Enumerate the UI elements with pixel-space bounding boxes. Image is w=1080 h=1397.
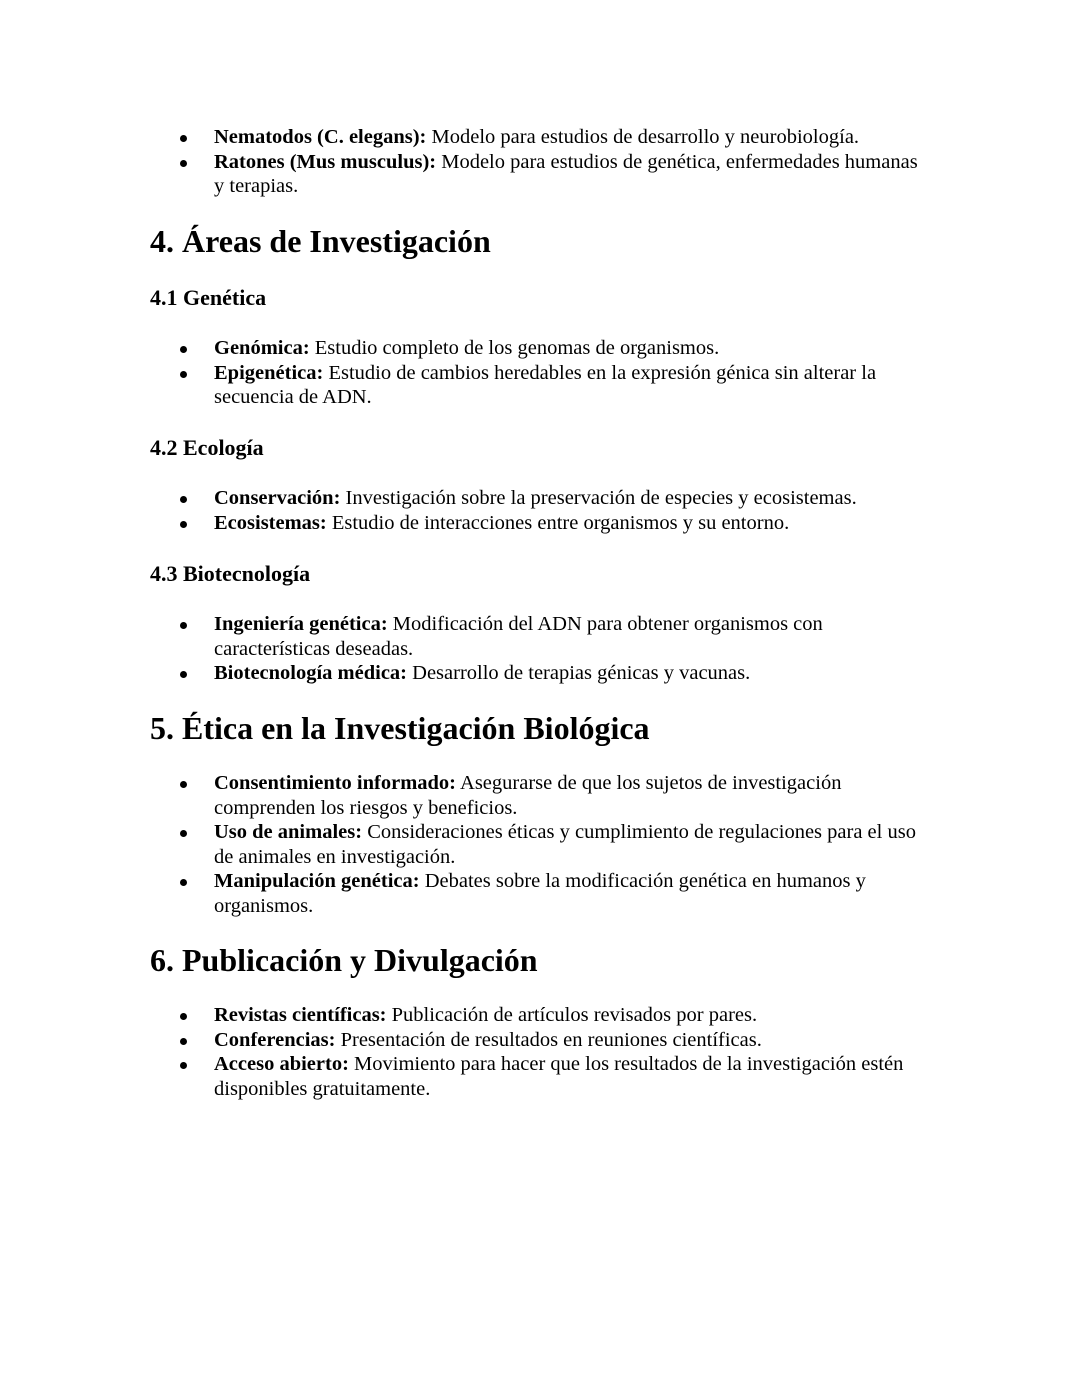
list-item — [0, 486, 1080, 511]
list-item — [0, 1028, 1080, 1053]
list-item-term: Conferencias: — [214, 1028, 336, 1051]
bullet-icon — [180, 160, 187, 167]
list-item-term: Nematodos (C. elegans): — [214, 126, 427, 148]
list-item — [0, 361, 1080, 410]
bullet-icon — [180, 496, 187, 503]
list-item — [0, 869, 1080, 918]
subsection-4-3-list-block — [0, 612, 1080, 686]
bullet-icon — [180, 622, 187, 629]
bullet-icon — [180, 879, 187, 886]
bullet-icon — [180, 1013, 187, 1020]
list-item — [0, 150, 1080, 199]
list-item-text: Modificación del ADN para obtener organismos con características deseadas. — [214, 613, 823, 660]
subsection-4-1-heading: 4.1 Genética — [150, 285, 267, 310]
bullet-icon — [180, 671, 187, 678]
list-item-term: Uso de animales: — [214, 821, 363, 843]
bullet-icon — [180, 781, 187, 788]
list-item-term: Epigenética: — [214, 361, 324, 384]
bullet-icon — [180, 1062, 187, 1069]
list-item-term: Biotecnología médica: — [214, 662, 408, 684]
subsection-4-1 — [0, 284, 1080, 312]
section-5 — [0, 709, 1080, 747]
list-item-text: Modelo para estudios de desarrollo y neurobiología. — [426, 126, 860, 148]
list-item-text: Modelo para estudios de genética, enfermedades humanas y terapias. — [214, 150, 918, 197]
genetics-list — [0, 336, 1080, 410]
bullet-icon — [180, 135, 187, 142]
subsection-4-2-list-block — [0, 486, 1080, 535]
section-6-heading: 6. Publicación y Divulgación — [150, 942, 538, 978]
subsection-4-1-list-block — [0, 336, 1080, 410]
list-item-text: Estudio completo de los genomas de organismos. — [309, 337, 720, 359]
list-item — [0, 661, 1080, 686]
list-item — [0, 336, 1080, 361]
publication-list — [0, 1003, 1080, 1101]
bullet-icon — [180, 521, 187, 528]
list-item — [0, 1052, 1080, 1101]
list-item — [0, 1003, 1080, 1028]
list-item — [0, 612, 1080, 661]
list-item-text: Debates sobre la modificación genética en humanos y organismos. — [214, 870, 866, 917]
list-item-text: Consideraciones éticas y cumplimiento de regulaciones para el uso de animales en investigación. — [214, 821, 916, 868]
list-item — [0, 771, 1080, 820]
ethics-list — [0, 771, 1080, 918]
model-organisms-list — [0, 125, 1080, 199]
list-item-term: Acceso abierto: — [214, 1053, 349, 1075]
bullet-icon — [180, 371, 187, 378]
ecology-list — [0, 486, 1080, 535]
subsection-4-3-heading: 4.3 Biotecnología — [150, 561, 311, 586]
bullet-icon — [180, 346, 187, 353]
bullet-icon — [180, 830, 187, 837]
list-item-text: Presentación de resultados en reuniones científicas. — [335, 1028, 762, 1051]
list-item-term: Ecosistemas: — [214, 511, 327, 534]
list-item — [0, 511, 1080, 536]
list-item — [0, 125, 1080, 150]
list-item-term: Conservación: — [214, 487, 341, 509]
list-item-term: Genómica: — [214, 337, 310, 359]
list-item-text: Investigación sobre la preservación de especies y ecosistemas. — [340, 487, 857, 509]
list-item-text: Desarrollo de terapias génicas y vacunas. — [407, 662, 751, 684]
bullet-icon — [180, 1038, 187, 1045]
list-item-term: Consentimiento informado: — [214, 772, 457, 794]
section-6 — [0, 941, 1080, 979]
list-item-text: Movimiento para hacer que los resultados de la investigación estén disponibles gratuitamente. — [214, 1053, 904, 1100]
list-item — [0, 820, 1080, 869]
section-5-heading: 5. Ética en la Investigación Biológica — [150, 710, 650, 746]
list-item-term: Revistas científicas: — [214, 1004, 387, 1026]
biotech-list — [0, 612, 1080, 686]
list-item-text: Publicación de artículos revisados por pares. — [386, 1004, 758, 1026]
section-4 — [0, 222, 1080, 260]
list-item-text: Asegurarse de que los sujetos de investigación comprenden los riesgos y beneficios. — [214, 772, 842, 819]
list-item-term: Ingeniería genética: — [214, 613, 388, 635]
section-6-list-block — [0, 1003, 1080, 1101]
subsection-4-3 — [0, 560, 1080, 588]
section-5-list-block — [0, 771, 1080, 918]
list-item-text: Estudio de cambios heredables en la expresión génica sin alterar la secuencia de ADN. — [214, 361, 877, 408]
intro-list-block — [0, 125, 1080, 199]
list-item-text: Estudio de interacciones entre organismos y su entorno. — [326, 511, 790, 534]
subsection-4-2-heading: 4.2 Ecología — [150, 435, 264, 460]
list-item-term: Manipulación genética: — [214, 870, 420, 892]
list-item-term: Ratones (Mus musculus): — [214, 150, 437, 173]
subsection-4-2 — [0, 434, 1080, 462]
section-4-heading: 4. Áreas de Investigación — [150, 223, 491, 259]
